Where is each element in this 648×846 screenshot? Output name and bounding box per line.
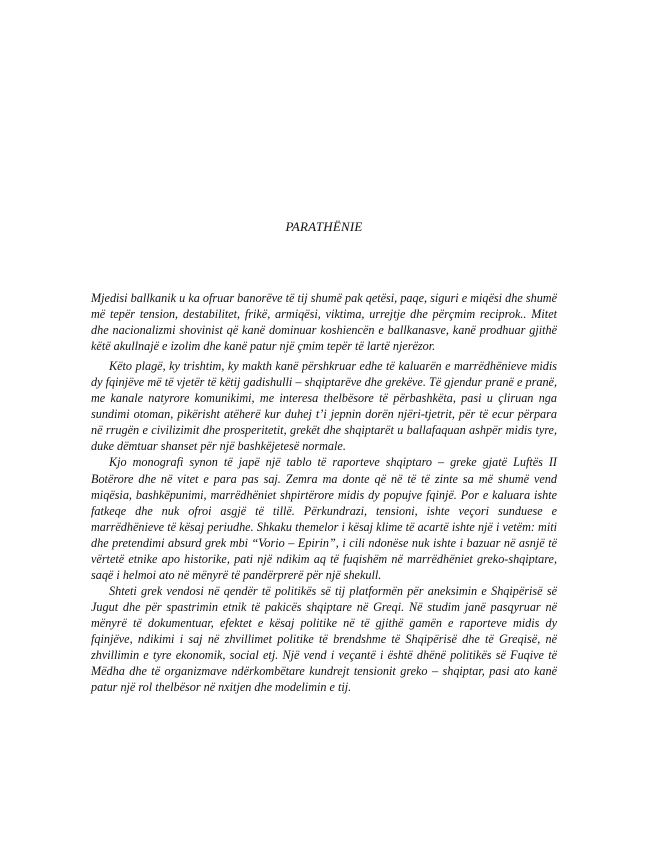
paragraph: Kjo monografi synon të japë një tablo të raporteve shqiptaro – greke gjatë Luftës II Botërore dhe në vitet e para pas saj. Zemra ma donte që në të të zinte sa më shumë vend miqësia, bashkëpunimi, marrëdhëniet shpirtërore midis dy popujve fqinjë. Por e kaluara ishte fatkeqe dhe nuk ofroi asgjë të tillë. Përkundrazi, tensioni, ishte veçori sunduese e marrëdhënieve të kësaj periudhe. Shkaku themelor i kësaj klime të acartë ishte një i vetëm: miti dhe pretendimi absurd grek mbi “Vorio – Epirin”, i cili ndonëse nuk ishte i bazuar në asnjë të vërtetë etnike apo historike, pati një ndikim aq të fuqishëm në marrëdhëniet greko-shqiptare, saqë i helmoi ato në mënyrë të pandërprerë për një shekull. — [91, 455, 557, 582]
body-text — [91, 290, 557, 695]
page-title: PARATHËNIE — [285, 219, 363, 234]
paragraph: Mjedisi ballkanik u ka ofruar banorëve të tij shumë pak qetësi, paqe, siguri e miqësi dhe shumë më tepër tension, destabilitet, frikë, armiqësi, viktima, urrejtje dhe përçmim reciprok.. Mitet dhe nacionalizmi shovinist që kanë dominuar koshiencën e ballkanasve, kanë prodhuar gjithë këtë akullnajë e izolim dhe kanë patur një çmim tepër të lartë njerëzor. — [91, 291, 557, 354]
paragraph: Shteti grek vendosi në qendër të politikës së tij platformën për aneksimin e Shqipërisë së Jugut dhe për spastrimin etnik të pakicës shqiptare në Greqi. Në studim janë pasqyruar në mënyrë të dokumentuar, efektet e kësaj politike në të gjithë gamën e raporteve midis dy fqinjëve, ndikimi i saj në zhvillimet politike të brendshme të Shqipërisë dhe të Greqisë, në zhvillimin e tyre ekonomik, social etj. Një vend i veçantë i është dhënë politikës së Fuqive të Mëdha dhe të organizmave ndërkombëtare kundrejt tensionit greko – shqiptar, pasi ato kanë patur një rol thelbësor në nxitjen dhe modelimin e tij. — [91, 583, 557, 695]
paragraph: Këto plagë, ky trishtim, ky makth kanë përshkruar edhe të kaluarën e marrëdhënieve midis dy fqinjëve më të vjetër të këtij gadishulli – shqiptarëve dhe grekëve. Të gjendur pranë e pranë, me kanale natyrore komunikimi, me interesa thelbësore të përbashkëta, pasi u çliruan nga sundimi otoman, pikërisht atëherë kur duhej t’i jepnin dorën njëri-tjetrit, për të ecur përpara në rrugën e civilizimit dhe prosperitetit, grekët dhe shqiptarët u ballafaquan ashpër midis tyre, duke dëmtuar shanset për një bashkëjetesë normale. — [91, 359, 557, 454]
